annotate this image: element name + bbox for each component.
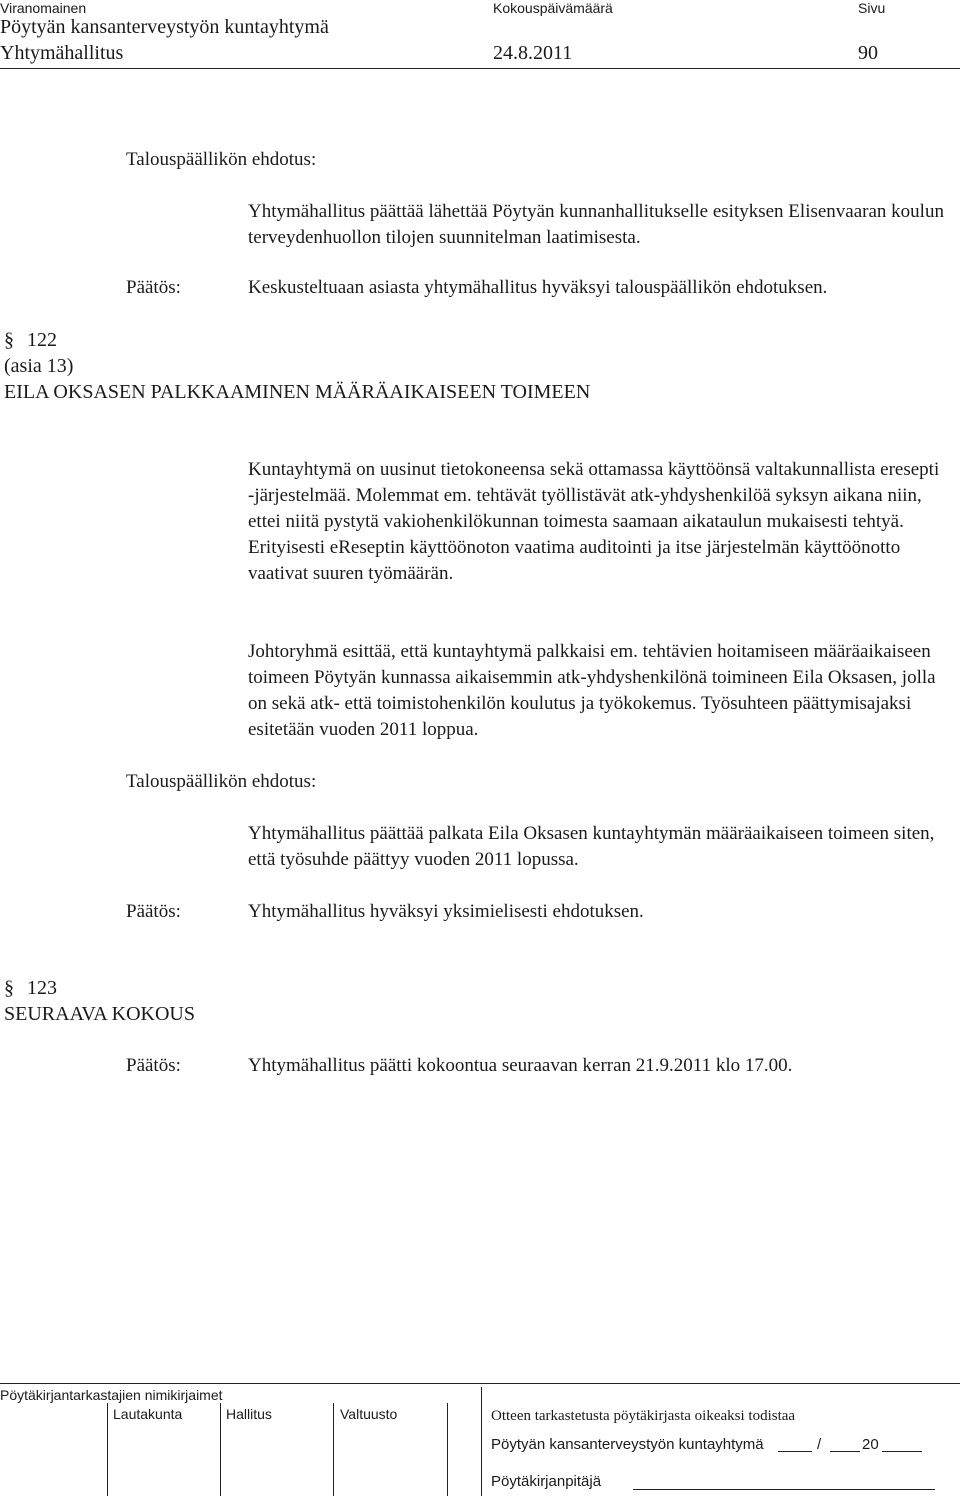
section-123-heading bbox=[4, 975, 57, 1001]
header-rule bbox=[0, 68, 960, 69]
day-blank bbox=[778, 1451, 812, 1452]
decision-label: Päätös: bbox=[126, 901, 181, 922]
certify-text: Otteen tarkastetusta pöytäkirjasta oikeaksi todistaa bbox=[491, 1408, 796, 1424]
issuer-label: Viranomainen bbox=[0, 0, 87, 16]
year-blank bbox=[882, 1451, 922, 1452]
prev-decision-label: Päätös: bbox=[126, 277, 181, 298]
column-hallitus: Hallitus bbox=[226, 1406, 272, 1422]
item-122-paragraph-2 bbox=[248, 639, 948, 743]
certify-box-border bbox=[481, 1387, 482, 1496]
agenda-reference: (asia 13) bbox=[4, 355, 74, 377]
body-name: Yhtymähallitus bbox=[0, 42, 124, 64]
column-valtuusto: Valtuusto bbox=[340, 1406, 398, 1422]
decision-label: Päätös: bbox=[126, 1055, 181, 1076]
month-blank bbox=[830, 1451, 860, 1452]
item-122-paragraph-1 bbox=[248, 457, 948, 587]
item-title: SEURAAVA KOKOUS bbox=[4, 1003, 195, 1025]
meeting-date: 24.8.2011 bbox=[493, 42, 573, 64]
proposal-text bbox=[248, 821, 948, 873]
certify-org-name: Pöytyän kansanterveystyön kuntayhtymä bbox=[491, 1436, 764, 1453]
keeper-label: Pöytäkirjanpitäjä bbox=[491, 1473, 602, 1490]
footer-rule bbox=[0, 1383, 960, 1384]
prev-proposal-text bbox=[248, 199, 948, 251]
issuer-name: Pöytyän kansanterveystyön kuntayhtymä bbox=[0, 16, 329, 38]
decision-text: Yhtymähallitus päätti kokoontua seuraavan kerran 21.9.2011 klo 17.00. bbox=[248, 1055, 793, 1076]
section-number: 123 bbox=[27, 977, 57, 999]
initials-label: Pöytäkirjantarkastajien nimikirjaimet bbox=[0, 1387, 223, 1403]
decision-text: Yhtymähallitus hyväksyi yksimielisesti ehdotuksen. bbox=[248, 901, 644, 922]
page-label: Sivu bbox=[858, 0, 886, 16]
signature-line bbox=[633, 1489, 935, 1490]
item-title: EILA OKSASEN PALKKAAMINEN MÄÄRÄAIKAISEEN TOIMEEN bbox=[4, 381, 591, 403]
section-mark: § bbox=[4, 329, 14, 351]
column-divider bbox=[107, 1403, 108, 1496]
prev-proposal-label: Talouspäällikön ehdotus: bbox=[126, 149, 317, 170]
paragraph-text: Kuntayhtymä on uusinut tietokoneensa sekä ottamassa käyttöönsä valtakunnallista eresepti -järjestelmää. Molemmat em. tehtävät työllistävät atk-yhdyshenkilöä syksyn aikana niin, ettei niitä pystytä vakiohenkilökunnan toimesta saamaan aikataulun mukaisesti tehtyä. Erityisesti eReseptin käyttöönoton vaatima auditointi ja itse järjestelmän käyttöönotto vaativat suuren työmäärän. bbox=[248, 459, 940, 584]
column-divider bbox=[220, 1403, 221, 1496]
proposal-label: Talouspäällikön ehdotus: bbox=[126, 771, 317, 792]
column-lautakunta: Lautakunta bbox=[113, 1406, 183, 1422]
proposal-paragraph: Yhtymähallitus päättää palkata Eila Oksasen kuntayhtymän määräaikaiseen toimeen siten, että työsuhde päättyy vuoden 2011 lopussa. bbox=[248, 823, 935, 870]
section-122-heading bbox=[4, 327, 57, 353]
section-number: 122 bbox=[27, 329, 57, 351]
section-mark: § bbox=[4, 977, 14, 999]
paragraph-text: Johtoryhmä esittää, että kuntayhtymä palkkaisi em. tehtävien hoitamiseen määräaikaiseen toimeen Pöytyän kunnassa aikaisemmin atk-yhdyshenkilönä toimineen Eila Oksasen, jolla on sekä atk- että toimistohenkilön koulutus ja työkokemus. Työsuhteen päättymisajaksi esitetään vuoden 2011 loppua. bbox=[248, 641, 936, 740]
prev-decision-text: Keskusteltuaan asiasta yhtymähallitus hyväksyi talouspäällikön ehdotuksen. bbox=[248, 277, 828, 298]
year-prefix: 20 bbox=[862, 1436, 879, 1453]
page-number: 90 bbox=[858, 42, 878, 64]
column-divider bbox=[447, 1403, 448, 1496]
date-slash: / bbox=[817, 1436, 822, 1453]
column-divider bbox=[333, 1403, 334, 1496]
date-label: Kokouspäivämäärä bbox=[493, 0, 613, 16]
prev-proposal-paragraph: Yhtymähallitus päättää lähettää Pöytyän kunnanhallitukselle esityksen Elisenvaaran koulun terveydenhuollon tilojen suunnitelman laatimisesta. bbox=[248, 201, 944, 248]
